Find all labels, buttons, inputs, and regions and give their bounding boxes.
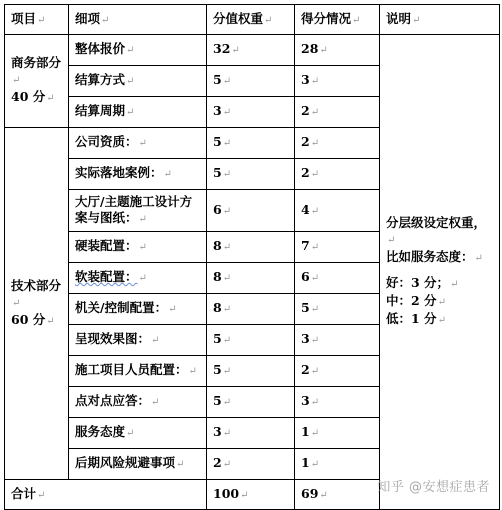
detail-cell: 整体报价↵	[69, 35, 207, 66]
detail-cell: 公司资质：↵	[69, 128, 207, 159]
score-cell: 2↵	[295, 97, 380, 128]
header-score: 得分情况↵	[295, 5, 380, 35]
weight-cell: 6↵	[207, 190, 295, 232]
weight-cell: 8↵	[207, 232, 295, 263]
detail-cell: 施工项目人员配置：↵	[69, 356, 207, 387]
detail-cell: 服务态度↵	[69, 418, 207, 449]
note-line: 好：3 分；↵	[386, 275, 459, 290]
score-cell: 2↵	[295, 159, 380, 190]
detail-cell: 结算周期↵	[69, 97, 207, 128]
table-row	[5, 35, 500, 66]
detail-cell: 实际落地案例：↵	[69, 159, 207, 190]
watermark: 知乎 @安想症患者	[377, 480, 490, 495]
detail-cell: 呈现效果图：↵	[69, 325, 207, 356]
score-cell: 2↵	[295, 356, 380, 387]
weight-cell: 8↵	[207, 263, 295, 294]
weight-cell: 5↵	[207, 387, 295, 418]
score-cell: 6↵	[295, 263, 380, 294]
detail-cell: 结算方式↵	[69, 66, 207, 97]
score-cell: 3↵	[295, 387, 380, 418]
note-cell	[380, 35, 500, 510]
score-cell: 3↵	[295, 66, 380, 97]
weight-cell: 3↵	[207, 418, 295, 449]
total-label: 合计↵	[5, 480, 207, 510]
header-detail: 细项↵	[69, 5, 207, 35]
header-note: 说明↵	[380, 5, 500, 35]
detail-cell: 点对点应答：↵	[69, 387, 207, 418]
technical-section-label: 技术部分↵ 60 分↵	[5, 128, 69, 480]
score-cell: 7↵	[295, 232, 380, 263]
score-cell: 28↵	[295, 35, 380, 66]
detail-cell: 硬装配置：↵	[69, 232, 207, 263]
weight-cell: 2↵	[207, 449, 295, 480]
header-weight: 分值权重↵	[207, 5, 295, 35]
business-section-label: 商务部分↵ 40 分↵	[5, 35, 69, 128]
score-cell: 4↵	[295, 190, 380, 232]
weight-cell: 8↵	[207, 294, 295, 325]
weight-cell: 5↵	[207, 128, 295, 159]
score-cell: 3↵	[295, 325, 380, 356]
detail-cell: 机关/控制配置：↵	[69, 294, 207, 325]
score-cell: 1↵	[295, 449, 380, 480]
total-score: 69↵	[295, 480, 380, 510]
total-weight: 100↵	[207, 480, 295, 510]
detail-cell: 大厅/主题施工设计方案与图纸：↵	[69, 190, 207, 232]
note-line: 比如服务态度：↵	[386, 249, 483, 264]
header-item: 项目↵	[5, 5, 69, 35]
score-cell: 5↵	[295, 294, 380, 325]
scoring-table	[4, 4, 500, 510]
weight-cell: 5↵	[207, 356, 295, 387]
detail-cell: 后期风险规避事项↵	[69, 449, 207, 480]
weight-cell: 3↵	[207, 97, 295, 128]
note-line: 中：2 分↵	[386, 293, 446, 308]
score-cell: 1↵	[295, 418, 380, 449]
header-row	[5, 5, 500, 35]
note-line: 分层级设定权重，↵	[386, 215, 487, 246]
weight-cell: 32↵	[207, 35, 295, 66]
weight-cell: 5↵	[207, 325, 295, 356]
weight-cell: 5↵	[207, 66, 295, 97]
detail-cell: 软装配置：↵	[69, 263, 207, 294]
weight-cell: 5↵	[207, 159, 295, 190]
note-line: 低：1 分↵	[386, 311, 446, 326]
score-cell: 2↵	[295, 128, 380, 159]
